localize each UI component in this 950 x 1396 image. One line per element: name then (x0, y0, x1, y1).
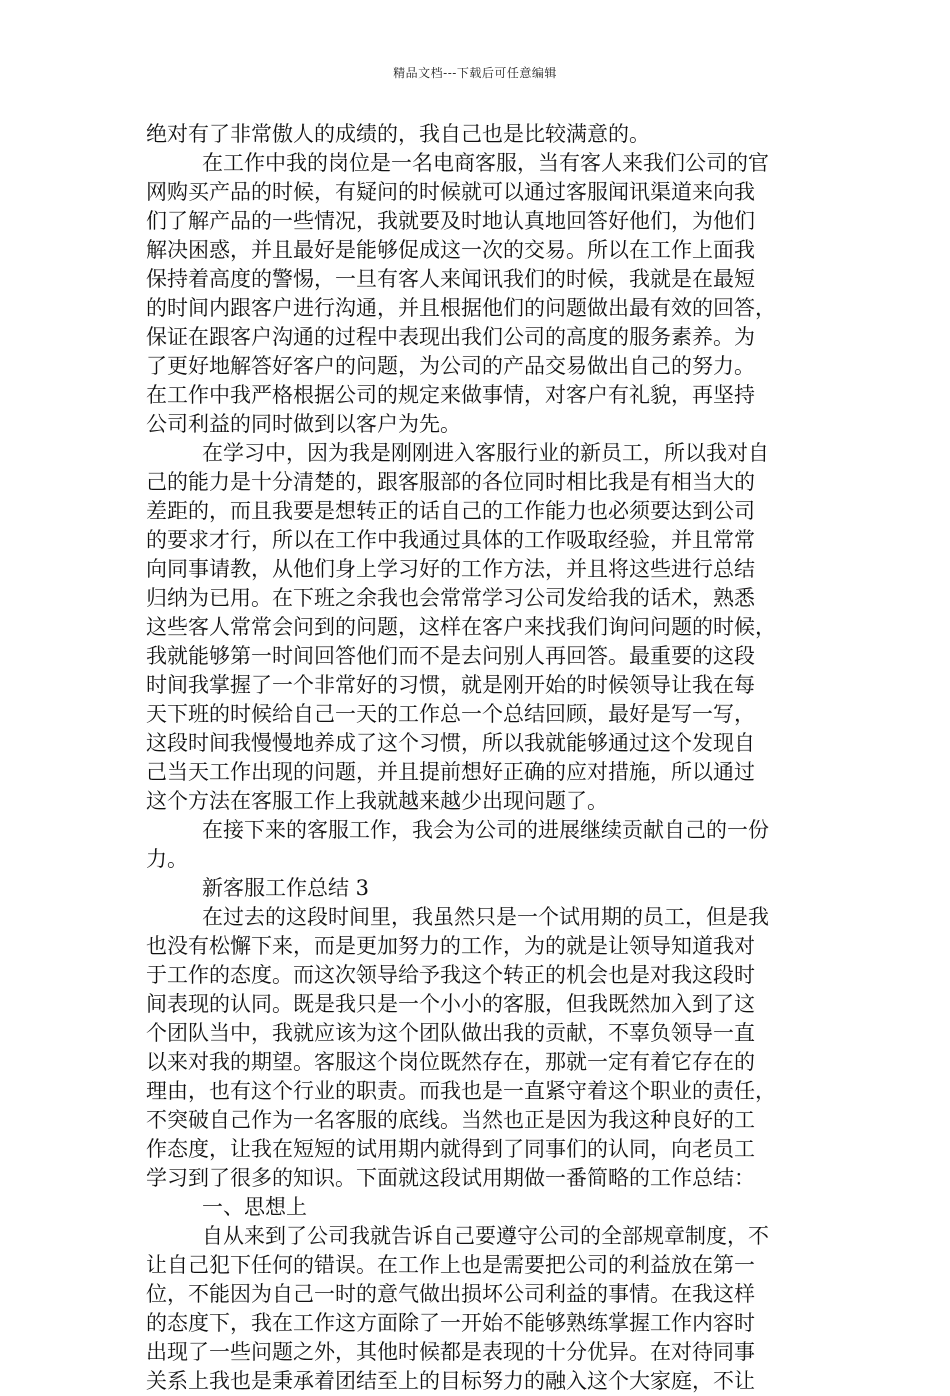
text-line: 归纳为已用。在下班之余我也会常常学习公司发给我的话术，熟悉 (146, 586, 755, 610)
text-line: 力。 (146, 847, 188, 871)
text-line: 让自己犯下任何的错误。在工作上也是需要把公司的利益放在第一 (146, 1253, 755, 1277)
text-line: 这些客人常常会问到的问题，这样在客户来找我们询问问题的时候， (146, 615, 776, 639)
text-line: 这个方法在客服工作上我就越来越少出现问题了。 (146, 789, 608, 813)
text-line: 的时间内跟客户进行沟通，并且根据他们的问题做出最有效的回答， (146, 296, 776, 320)
text-line: 网购买产品的时候，有疑问的时候就可以通过客服闻讯渠道来向我 (146, 180, 755, 204)
text-line: 我就能够第一时间回答他们而不是去问别人再回答。最重要的这段 (146, 644, 755, 668)
text-line: 在接下来的客服工作，我会为公司的进展继续贡献自己的一份 (202, 818, 769, 842)
text-line: 保证在跟客户沟通的过程中表现出我们公司的高度的服务素养。为 (146, 325, 755, 349)
text-line: 时间我掌握了一个非常好的习惯，就是刚开始的时候领导让我在每 (146, 673, 755, 697)
text-line: 差距的，而且我要是想转正的话自己的工作能力也必须要达到公司 (146, 499, 755, 523)
text-line: 作态度，让我在短短的试用期内就得到了同事们的认同，向老员工 (146, 1137, 755, 1161)
text-line: 的态度下，我在工作这方面除了一开始不能够熟练掌握工作内容时 (146, 1311, 755, 1335)
text-line: 己当天工作出现的问题，并且提前想好正确的应对措施，所以通过 (146, 760, 755, 784)
text-line: 公司利益的同时做到以客户为先。 (146, 412, 461, 436)
text-line: 在工作中我严格根据公司的规定来做事情，对客户有礼貌，再坚持 (146, 383, 755, 407)
text-line: 不突破自己作为一名客服的底线。当然也正是因为我这种良好的工 (146, 1108, 755, 1132)
document-body (146, 120, 802, 1396)
text-line: 绝对有了非常傲人的成绩的，我自己也是比较满意的。 (146, 122, 650, 146)
text-line: 向同事请教，从他们身上学习好的工作方法，并且将这些进行总结 (146, 557, 755, 581)
text-line: 新客服工作总结 3 (202, 876, 370, 900)
text-line: 间表现的认同。既是我只是一个小小的客服，但我既然加入到了这 (146, 992, 755, 1016)
text-line: 己的能力是十分清楚的，跟客服部的各位同时相比我是有相当大的 (146, 470, 755, 494)
text-line: 位，不能因为自己一时的意气做出损坏公司利益的事情。在我这样 (146, 1282, 755, 1306)
text-line: 在工作中我的岗位是一名电商客服，当有客人来我们公司的官 (202, 151, 769, 175)
text-line: 在过去的这段时间里，我虽然只是一个试用期的员工，但是我 (202, 905, 769, 929)
text-line: 也没有松懈下来，而是更加努力的工作，为的就是让领导知道我对 (146, 934, 755, 958)
text-line: 保持着高度的警惕，一旦有客人来闻讯我们的时候，我就是在最短 (146, 267, 755, 291)
text-line: 了更好地解答好客户的问题，为公司的产品交易做出自己的努力。 (146, 354, 755, 378)
text-line: 以来对我的期望。客服这个岗位既然存在，那就一定有着它存在的 (146, 1050, 755, 1074)
text-line: 的要求才行，所以在工作中我通过具体的工作吸取经验，并且常常 (146, 528, 755, 552)
text-line: 自从来到了公司我就告诉自己要遵守公司的全部规章制度，不 (202, 1224, 769, 1248)
text-line: 天下班的时候给自己一天的工作总一个总结回顾，最好是写一写， (146, 702, 755, 726)
text-line: 个团队当中，我就应该为这个团队做出我的贡献，不辜负领导一直 (146, 1021, 755, 1045)
text-line: 解决困惑，并且最好是能够促成这一次的交易。所以在工作上面我 (146, 238, 755, 262)
text-line: 一、思想上 (202, 1195, 307, 1219)
text-line: 出现了一些问题之外，其他时候都是表现的十分优异。在对待同事 (146, 1340, 755, 1364)
text-line: 在学习中，因为我是刚刚进入客服行业的新员工，所以我对自 (202, 441, 769, 465)
text-line: 关系上我也是秉承着团结至上的目标努力的融入这个大家庭，不让 (146, 1369, 755, 1393)
text-line: 这段时间我慢慢地养成了这个习惯，所以我就能够通过这个发现自 (146, 731, 755, 755)
text-line: 学习到了很多的知识。下面就这段试用期做一番简略的工作总结： (146, 1166, 755, 1190)
page-header: 精品文档---下载后可任意编辑 (393, 66, 557, 80)
text-line: 们了解产品的一些情况，我就要及时地认真地回答好他们，为他们 (146, 209, 755, 233)
text-line: 理由，也有这个行业的职责。而我也是一直紧守着这个职业的责任， (146, 1079, 776, 1103)
text-line: 于工作的态度。而这次领导给予我这个转正的机会也是对我这段时 (146, 963, 755, 987)
